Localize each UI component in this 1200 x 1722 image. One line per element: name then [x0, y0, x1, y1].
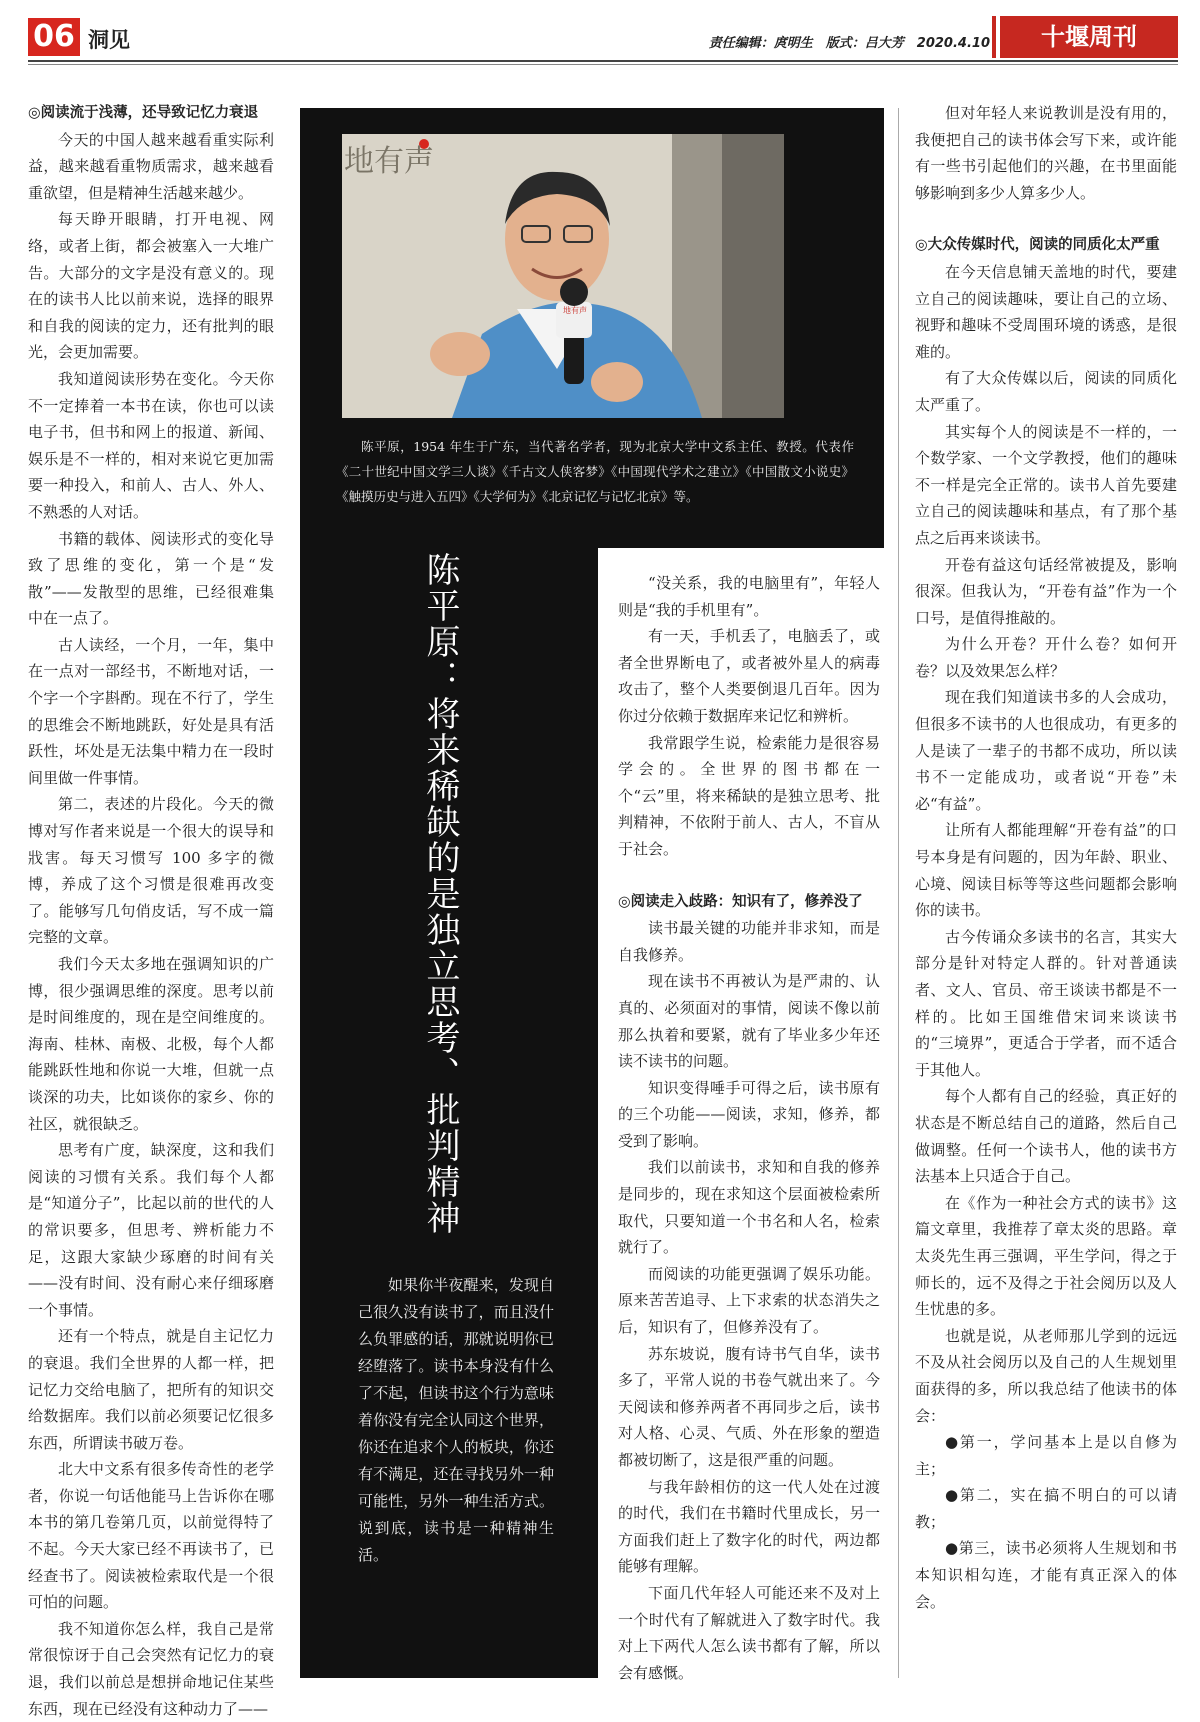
- paragraph: 我知道阅读形势在变化。今天你不一定捧着一本书在读，你也可以读电子书，但书和网上的报道、新闻、娱乐是不一样的，相对来说它更加需要一种投入，和前人、古人、外人、不熟悉的人对话。: [28, 369, 274, 521]
- paragraph: 我常跟学生说，检索能力是很容易学会的。全世界的图书都在一个“云”里，将来稀缺的是独立思考、批判精神，不依附于前人、古人，不盲从于社会。: [618, 733, 880, 858]
- paragraph: 与我年龄相仿的这一代人处在过渡的时代，我们在书籍时代里成长，另一方面我们赶上了数字化的时代，两边都能够有理解。: [618, 1477, 880, 1576]
- column-1: [28, 100, 274, 1722]
- column-3: [618, 570, 880, 1686]
- paragraph: 让所有人都能理解“开卷有益”的口号本身是有问题的，因为年龄、职业、心境、阅读目标等等这些问题都会影响你的读书。: [915, 821, 1177, 920]
- header-rule-thin: [28, 64, 1178, 65]
- paragraph: 开卷有益这句话经常被提及，影响很深。但我认为，“开卷有益”作为一个口号，是值得推敲的。: [915, 555, 1177, 627]
- header-rule: [28, 60, 1178, 62]
- paragraph: 书籍的载体、阅读形式的变化导致了思维的变化，第一个是“发散”——发散型的思维，已经很难集中在一点了。: [28, 529, 274, 628]
- section-name: 洞见: [88, 28, 130, 52]
- paragraph: 第二，表述的片段化。今天的微博对写作者来说是一个很大的误导和戕害。每天习惯写 100 多字的微博，养成了这个习惯是很难再改变了。能够写几句俏皮话，写不成一篇完整的文章。: [28, 795, 274, 947]
- paragraph: 苏东坡说，腹有诗书气自华，读书多了，平常人说的书卷气就出来了。今天阅读和修养两者不再同步之后，读书对人格、心灵、气质、外在形象的塑造都被切断了，这是很严重的问题。: [618, 1344, 880, 1469]
- mic-logo: 地有声: [563, 306, 587, 315]
- paragraph: ●第三，读书必须将人生规划和书本知识相勾连，才能有真正深入的体会。: [915, 1539, 1177, 1611]
- article-title: 陈平原：将来稀缺的是独立思考、批判精神: [420, 552, 460, 1236]
- paragraph: ●第二，实在搞不明白的可以请教；: [915, 1486, 1177, 1531]
- photo-caption: 陈平原，1954 年生于广东，当代著名学者，现为北京大学中文系主任、教授。代表作《二十世纪中国文学三人谈》《千古文人侠客梦》《中国现代学术之建立》《中国散文小说史》《触摸历史与进入五四》《大学何为》《北京记忆与记忆北京》等。: [336, 439, 854, 504]
- page-header: [28, 16, 1178, 58]
- paragraph: 北大中文系有很多传奇性的老学者，你说一句话他能马上告诉你在哪本书的第几卷第几页，以前觉得特了不起。今天大家已经不再读书了，已经查书了。阅读被检索取代是一个很可怕的问题。: [28, 1460, 274, 1612]
- paragraph: ●第一，学问基本上是以自修为主；: [915, 1433, 1177, 1478]
- paragraph: 今天的中国人越来越看重实际利益，越来越看重物质需求，越来越看重欲望，但是精神生活越来越少。: [28, 130, 274, 202]
- paragraph: 现在读书不再被认为是严肃的、认真的、必须面对的事情，阅读不像以前那么执着和要紧，就有了毕业多少年还读不读书的问题。: [618, 972, 880, 1071]
- masthead-logo: 十堰周刊: [996, 16, 1178, 58]
- paragraph: “没关系，我的电脑里有”，年轻人则是“我的手机里有”。: [618, 574, 880, 619]
- column-divider: [898, 108, 899, 1678]
- page-number: 06: [28, 18, 80, 56]
- subheading: ◎阅读走入歧路：知识有了，修养没了: [618, 893, 863, 910]
- paragraph: 读书最关键的功能并非求知，而是自我修养。: [618, 919, 880, 964]
- paragraph: 而阅读的功能更强调了娱乐功能。原来苦苦追寻、上下求索的状态消失之后，知识有了，但修养没有了。: [618, 1264, 880, 1337]
- paragraph: 但对年轻人来说教训是没有用的，我便把自己的读书体会写下来，或许能有一些书引起他们的兴趣，在书里面能够影响到多少人算多少人。: [915, 104, 1177, 202]
- subheading: ◎大众传媒时代，阅读的同质化太严重: [915, 237, 1160, 254]
- paragraph: 每天睁开眼睛，打开电视、网络，或者上街，都会被塞入一大堆广告。大部分的文字是没有意义的。现在的读书人比以前来说，选择的眼界和自我的阅读的定力，还有批判的眼光，会更加需要。: [28, 210, 274, 362]
- paragraph: 在《作为一种社会方式的读书》这篇文章里，我推荐了章太炎的思路。章太炎先生再三强调，平生学问，得之于师长的，远不及得之于社会阅历以及人生忧患的多。: [915, 1193, 1177, 1319]
- paragraph: 还有一个特点，就是自主记忆力的衰退。我们全世界的人都一样，把记忆力交给电脑了，把所有的知识交给数据库。我们以前必须要记忆很多东西，所谓读书破万卷。: [28, 1327, 274, 1452]
- paragraph: 现在我们知道读书多的人会成功，但很多不读书的人也很成功，有更多的人是读了一辈子的书都不成功，所以读书不一定能成功，或者说“开卷”未必“有益”。: [915, 688, 1177, 813]
- editor-line: 责任编辑：庹明生 版式：吕大芳 2020.4.10: [708, 36, 990, 51]
- paragraph: 下面几代年轻人可能还来不及对上一个时代有了解就进入了数字时代。我对上下两代人怎么读书都有了解，所以会有感慨。: [618, 1583, 880, 1682]
- paragraph: 为什么开卷？开什么卷？如何开卷？以及效果怎么样？: [915, 635, 1177, 680]
- paragraph: 每个人都有自己的经验，真正好的状态是不断总结自己的道路，然后自己做调整。任何一个读书人，他的读书方法基本上只适合于自己。: [915, 1087, 1177, 1186]
- pull-quote: 如果你半夜醒来，发现自己很久没有读书了，而且没什么负罪感的话，那就说明你已经堕落了。读书本身没有什么了不起，但读书这个行为意味着你没有完全认同这个世界，你还在追求个人的板块，你还有不满足，还在寻找另外一种可能性，另外一种生活方式。说到底，读书是一种精神生活。: [358, 1276, 554, 1564]
- paragraph: 古今传诵众多读书的名言，其实大部分是针对特定人群的。针对普通读者、文人、官员、帝王谈读书都是不一样的。比如王国维借宋词来谈读书的“三境界”，更适合于学者，而不适合于其他人。: [915, 927, 1177, 1079]
- paragraph: 其实每个人的阅读是不一样的，一个数学家、一个文学教授，他们的趣味不一样是完全正常的。读书人首先要建立自己的阅读趣味和基点，有了那个基点之后再来谈读书。: [915, 422, 1177, 547]
- paragraph: 思考有广度，缺深度，这和我们阅读的习惯有关系。我们每个人都是“知道分子”，比起以前的世代的人的常识要多，但思考、辨析能力不足，这跟大家缺少琢磨的时间有关——没有时间、没有耐心来仔细琢磨一个事情。: [28, 1141, 274, 1319]
- paragraph: 有了大众传媒以后，阅读的同质化太严重了。: [915, 369, 1177, 414]
- paragraph: 我不知道你怎么样，我自己是常常很惊讶于自己会突然有记忆力的衰退，我们以前总是想拼命地记住某些东西，现在已经没有这种动力了——: [28, 1619, 274, 1718]
- paragraph: 在今天信息铺天盖地的时代，要建立自己的阅读趣味，要让自己的立场、视野和趣味不受周围环境的诱惑，是很难的。: [915, 262, 1177, 361]
- subheading: ◎阅读流于浅薄，还导致记忆力衰退: [28, 105, 259, 121]
- paragraph: 我们今天太多地在强调知识的广博，很少强调思维的深度。思考以前是时间维度的，现在是空间维度的。海南、桂林、南极、北极，每个人都能跳跃性地和你说一大堆，但就一点谈深的功夫，比如谈你的家乡、你的社区，就很缺乏。: [28, 955, 274, 1133]
- column-4: [915, 100, 1177, 1615]
- paragraph: 有一天，手机丢了，电脑丢了，或者全世界断电了，或者被外星人的病毒攻击了，整个人类要倒退几百年。因为你过分依赖于数据库来记忆和辨析。: [618, 627, 880, 725]
- paragraph: 也就是说，从老师那儿学到的远远不及从社会阅历以及自己的人生规划里面获得的多，所以我总结了他读书的体会：: [915, 1326, 1177, 1425]
- photo-watermark-logo: 地有声: [344, 144, 434, 179]
- paragraph: 知识变得唾手可得之后，读书原有的三个功能——阅读，求知，修养，都受到了影响。: [618, 1078, 880, 1150]
- paragraph: 古人读经，一个月，一年，集中在一点对一部经书，不断地对话，一个字一个字斟酌。现在不行了，学生的思维会不断地跳跃，好处是具有活跃性，坏处是无法集中精力在一段时间里做一件事情。: [28, 635, 274, 787]
- paragraph: 我们以前读书，求知和自我的修养是同步的，现在求知这个层面被检索所取代，只要知道一个书名和人名，检索就行了。: [618, 1158, 880, 1257]
- portrait-photo: [342, 134, 784, 418]
